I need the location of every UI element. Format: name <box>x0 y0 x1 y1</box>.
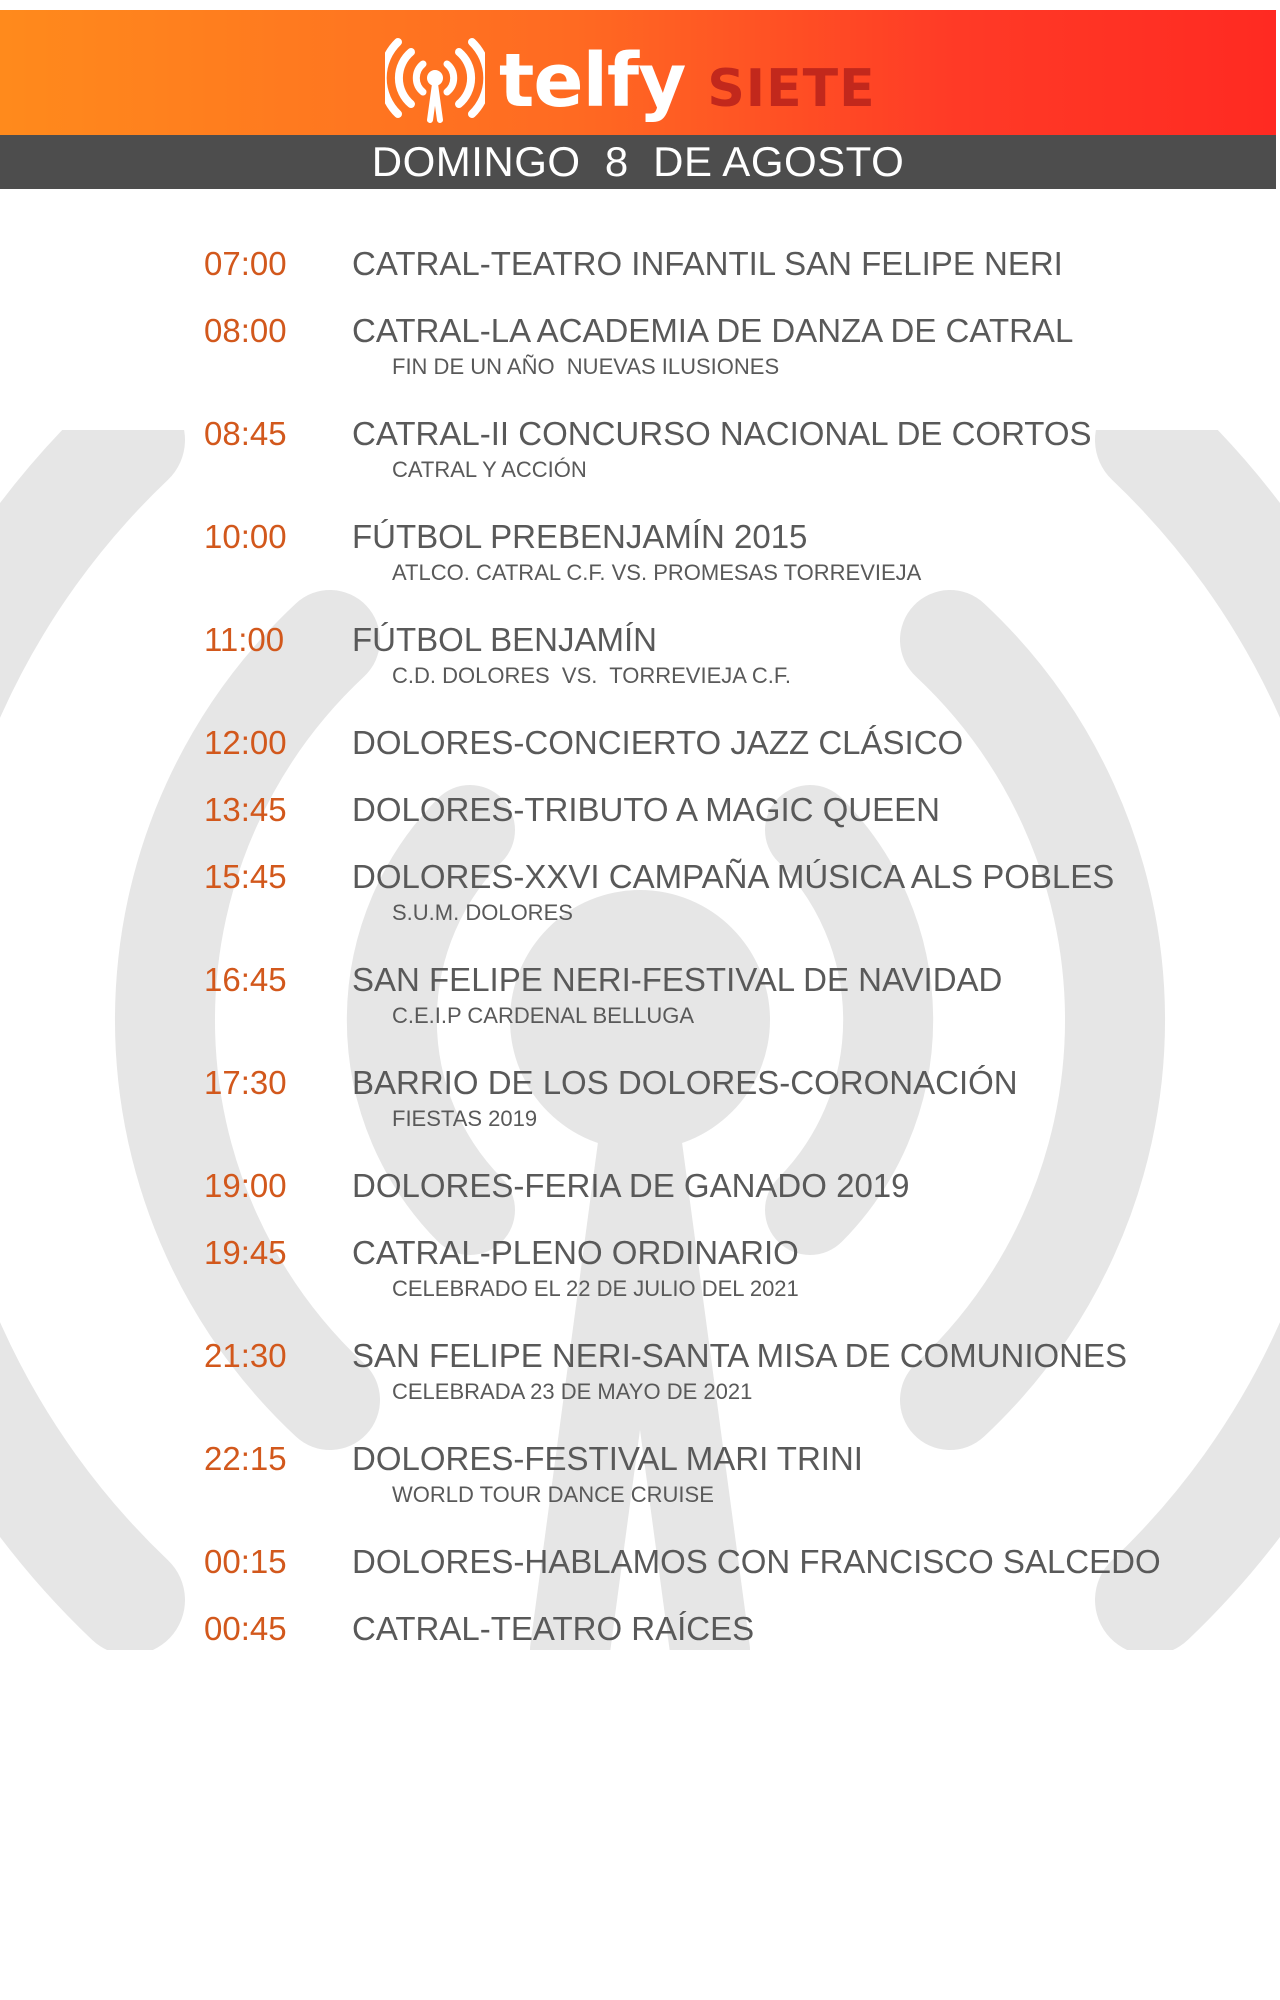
program-time: 15:45 <box>204 858 287 895</box>
program-time: 08:45 <box>204 415 287 452</box>
program-title: CATRAL-PLENO ORDINARIO <box>352 1234 799 1271</box>
header-banner <box>0 10 1276 135</box>
date-heading: DOMINGO 8 DE AGOSTO <box>0 135 1276 189</box>
program-subtitle: CELEBRADA 23 DE MAYO DE 2021 <box>392 1379 753 1404</box>
program-subtitle: C.E.I.P CARDENAL BELLUGA <box>392 1003 694 1028</box>
logo-wordmark: telfy <box>499 38 686 124</box>
program-title: CATRAL-LA ACADEMIA DE DANZA DE CATRAL <box>352 312 1074 349</box>
broadcast-signal-icon <box>385 36 485 126</box>
program-title: CATRAL-TEATRO RAÍCES <box>352 1610 755 1647</box>
program-time: 00:45 <box>204 1610 287 1647</box>
program-subtitle: ATLCO. CATRAL C.F. VS. PROMESAS TORREVIEJA <box>392 560 922 585</box>
program-time: 22:15 <box>204 1440 287 1477</box>
program-title: CATRAL-II CONCURSO NACIONAL DE CORTOS <box>352 415 1092 452</box>
program-time: 16:45 <box>204 961 287 998</box>
program-title: BARRIO DE LOS DOLORES-CORONACIÓN <box>352 1064 1018 1101</box>
program-subtitle: CATRAL Y ACCIÓN <box>392 457 587 482</box>
program-time: 07:00 <box>204 245 287 282</box>
program-title: DOLORES-CONCIERTO JAZZ CLÁSICO <box>352 724 964 761</box>
program-title: DOLORES-FESTIVAL MARI TRINI <box>352 1440 863 1477</box>
program-time: 19:45 <box>204 1234 287 1271</box>
program-subtitle: FIN DE UN AÑO NUEVAS ILUSIONES <box>392 354 780 379</box>
program-time: 12:00 <box>204 724 287 761</box>
program-subtitle: CELEBRADO EL 22 DE JULIO DEL 2021 <box>392 1276 799 1301</box>
program-subtitle: FIESTAS 2019 <box>392 1106 538 1131</box>
program-title: FÚTBOL PREBENJAMÍN 2015 <box>352 518 808 555</box>
program-time: 11:00 <box>204 621 285 658</box>
program-title: DOLORES-XXVI CAMPAÑA MÚSICA ALS POBLES <box>352 858 1115 895</box>
program-subtitle: S.U.M. DOLORES <box>392 900 573 925</box>
program-title: CATRAL-TEATRO INFANTIL SAN FELIPE NERI <box>352 245 1063 282</box>
program-title: SAN FELIPE NERI-SANTA MISA DE COMUNIONES <box>352 1337 1128 1374</box>
program-title: DOLORES-HABLAMOS CON FRANCISCO SALCEDO <box>352 1543 1161 1580</box>
program-title: DOLORES-TRIBUTO A MAGIC QUEEN <box>352 791 940 828</box>
program-time: 08:00 <box>204 312 287 349</box>
program-title: FÚTBOL BENJAMÍN <box>352 621 657 658</box>
channel-name: SIETE <box>707 59 876 119</box>
program-time: 21:30 <box>204 1337 287 1374</box>
program-time: 13:45 <box>204 791 287 828</box>
program-subtitle: C.D. DOLORES VS. TORREVIEJA C.F. <box>392 663 791 688</box>
program-subtitle: WORLD TOUR DANCE CRUISE <box>392 1482 714 1507</box>
program-time: 00:15 <box>204 1543 287 1580</box>
logo <box>385 36 876 126</box>
program-title: DOLORES-FERIA DE GANADO 2019 <box>352 1167 910 1204</box>
program-time: 17:30 <box>204 1064 287 1101</box>
program-title: SAN FELIPE NERI-FESTIVAL DE NAVIDAD <box>352 961 1003 998</box>
program-time: 10:00 <box>204 518 287 555</box>
program-time: 19:00 <box>204 1167 287 1204</box>
